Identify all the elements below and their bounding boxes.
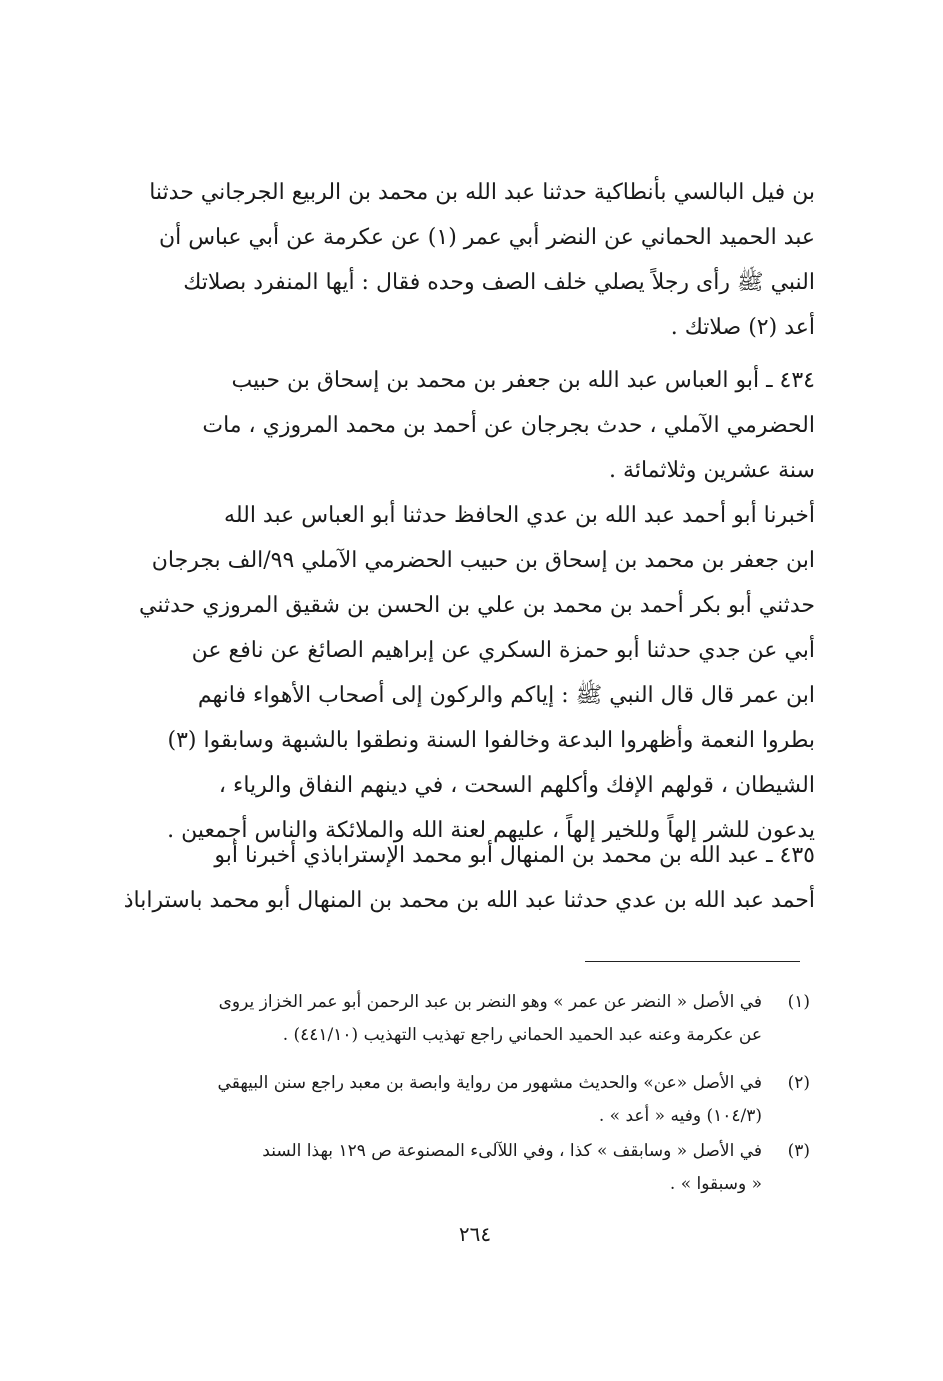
footnote-line: « وسبقوا » . [669,1174,762,1194]
footnote-line: (١٠٤/٣) وفيه « أعد » . [598,1106,762,1126]
text-line: ابن جعفر بن محمد بن إسحاق بن حبيب الحضرمي الآملي ٩٩/الف بجرجان [151,548,815,573]
footnote-line: في الأصل « وسابقف » كذا ، وفي اللآلىء المصنوعة ص ١٢٩ بهذا السند [262,1141,762,1161]
footnote-line: في الأصل « النضر عن عمر » وهو النضر بن عبد الرحمن أبو عمر الخزاز يروى [218,992,762,1012]
text-line: ٤٣٥ ـ عبد الله بن محمد بن المنهال أبو محمد الإستراباذي أخبرنا أبو [214,843,815,868]
footnote-3 [160,1135,810,1201]
text-line: يدعون للشر إلهاً وللخير إلهاً ، عليهم لعنة الله والملائكة والناس أجمعين . [167,818,815,843]
text-line: أبي عن جدي حدثنا أبو حمزة السكري عن إبراهيم الصائغ عن نافع عن [191,638,815,663]
footnote-1 [160,986,810,1052]
text-line: حدثني أبو بكر أحمد بن محمد بن علي بن الحسن بن شقيق المروزي حدثني [139,593,815,618]
text-line: عبد الحميد الحماني عن النضر أبي عمر (١) عن عكرمة عن أبي عباس أن [158,225,815,250]
footnote-2 [160,1067,810,1133]
text-line: الشيطان ، قولهم الإفك وأكلهم السحت ، في دينهم النفاق والرياء ، [218,773,815,798]
footnote-number: (٣) [787,1141,810,1161]
footnote-divider [585,961,800,962]
text-line: سنة عشرين وثلاثمائة . [609,458,815,483]
text-line: الحضرمي الآملي ، حدث بجرجان عن أحمد بن محمد المروزي ، مات [202,413,815,438]
text-line: أعد (٢) صلاتك . [670,315,815,340]
page-number: ٢٦٤ [458,1222,492,1246]
footnote-line: عن عكرمة وعنه عبد الحميد الحماني راجع تهذيب التهذيب (٤٤١/١٠) . [282,1025,762,1045]
text-line: بطروا النعمة وأظهروا البدعة وخالفوا السنة ونطقوا بالشبهة وسابقوا (٣) [167,728,815,753]
text-line: ابن عمر قال قال النبي ﷺ : إياكم والركون إلى أصحاب الأهواء فانهم [197,683,815,708]
text-line: ٤٣٤ ـ أبو العباس عبد الله بن جعفر بن محمد بن إسحاق بن حبيب [231,368,815,393]
paragraph-hadith-narration [139,493,815,853]
text-line: أخبرنا أبو أحمد عبد الله بن عدي الحافظ حدثنا أبو العباس عبد الله [224,503,815,528]
footnote-number: (١) [787,992,810,1012]
paragraph-entry-434 [165,358,815,493]
paragraph-hadith-continuation [149,170,815,350]
paragraph-entry-435 [123,833,815,923]
text-line: النبي ﷺ رأى رجلاً يصلي خلف الصف وحده فقال : أيها المنفرد بصلاتك [183,270,815,295]
footnote-line: في الأصل «عن» والحديث مشهور من رواية وابصة بن معبد راجع سنن البيهقي [217,1073,762,1093]
text-line: أحمد عبد الله بن عدي حدثنا عبد الله بن محمد بن المنهال أبو محمد باستراباذ [123,888,815,913]
text-line: بن فيل البالسي بأنطاكية حدثنا عبد الله بن محمد بن الربيع الجرجاني حدثنا [149,180,815,205]
footnote-number: (٢) [787,1073,810,1093]
